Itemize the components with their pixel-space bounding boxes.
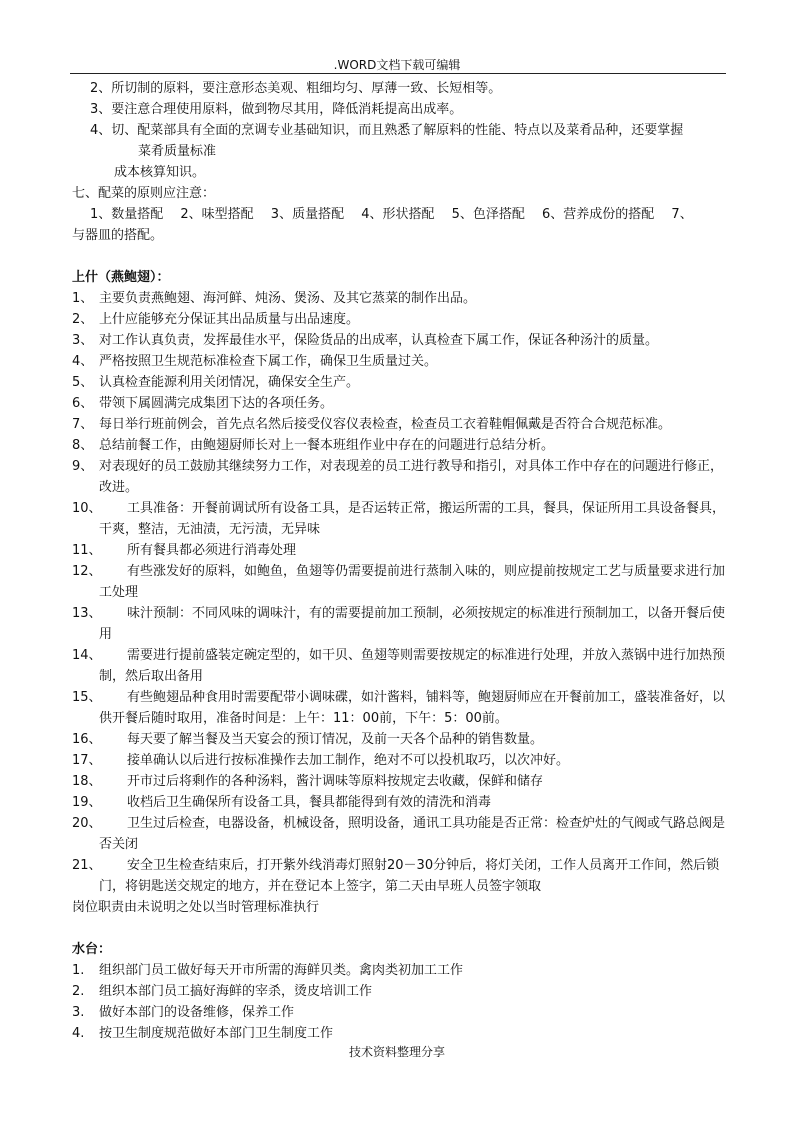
list-item — [72, 456, 726, 498]
list-item-number: 3、 — [72, 333, 94, 348]
list-item — [72, 813, 726, 855]
list-item-text: 严格按照卫生规范标准检查下属工作，确保卫生质量过关。 — [99, 354, 438, 369]
list-item-text: 对表现好的员工鼓励其继续努力工作，对表现差的员工进行教导和指引，对具体工作中存在的问题进行修正，改进。 — [99, 459, 724, 495]
list-item — [72, 1023, 726, 1044]
list-item-text: 认真检查能源利用关闭情况，确保安全生产。 — [99, 375, 360, 390]
header-rule — [70, 73, 726, 74]
list-item-text: 主要负责燕鲍翅、海河鲜、炖汤、煲汤、及其它蒸菜的制作出品。 — [99, 291, 477, 306]
list-item-number: 5、 — [72, 375, 94, 390]
list-item — [72, 351, 726, 372]
list-item-text: 每天要了解当餐及当天宴会的预订情况，及前一天各个品种的销售数量。 — [127, 732, 544, 747]
list-item-text: 总结前餐工作，由鲍翅厨师长对上一餐本班组作业中存在的问题进行总结分析。 — [99, 438, 555, 453]
shuitai-list — [72, 960, 726, 1044]
intro-line-2: 3、要注意合理使用原料，做到物尽其用，降低消耗提高出成率。 — [90, 102, 463, 117]
spacer — [72, 246, 726, 267]
list-item-text: 卫生过后检查，电器设备，机械设备，照明设备，通讯工具功能是否正常：检查炉灶的气阀或气路总阀是否关闭 — [99, 816, 726, 852]
list-item — [72, 645, 726, 687]
list-item-text: 组织本部门员工搞好海鲜的宰杀，烫皮培训工作 — [99, 984, 373, 999]
list-item-number: 4. — [72, 1026, 85, 1041]
list-item-number: 16、 — [72, 732, 102, 747]
list-item-number: 2. — [72, 984, 85, 999]
list-item — [72, 981, 726, 1002]
list-item-text: 每日举行班前例会，首先点名然后接受仪容仪表检查，检查员工衣着鞋帽佩戴是否符合合规范标准。 — [99, 417, 672, 432]
list-item-number: 14、 — [72, 648, 102, 663]
shangshi-title: 上什（燕鲍翅）： — [72, 270, 170, 285]
list-item-number: 11、 — [72, 543, 102, 558]
intro-line-4: 菜肴质量标准 — [138, 144, 217, 159]
list-item — [72, 1002, 726, 1023]
intro-line-1: 2、所切制的原料，要注意形态美观、粗细均匀、厚薄一致、长短相等。 — [90, 81, 502, 96]
list-item — [72, 771, 726, 792]
list-item-text: 味汁预制：不同风味的调味汁，有的需要提前加工预制，必须按规定的标准进行预制加工，以备开餐后使用 — [99, 606, 726, 642]
list-item-text: 对工作认真负责，发挥最佳水平，保险货品的出成率，认真检查下属工作，保证各种汤汁的质量。 — [99, 333, 659, 348]
list-item-number: 12、 — [72, 564, 102, 579]
list-item — [72, 414, 726, 435]
list-item-number: 19、 — [72, 795, 102, 810]
list-item-number: 17、 — [72, 753, 102, 768]
list-item — [72, 309, 726, 330]
list-item-number: 1、 — [72, 291, 94, 306]
list-item — [72, 288, 726, 309]
list-item-text: 上什应能够充分保证其出品质量与出品速度。 — [99, 312, 360, 327]
list-item-number: 3. — [72, 1005, 85, 1020]
document-body — [72, 78, 726, 1044]
intro-line-5: 成本核算知识。 — [114, 165, 206, 180]
list-item-number: 20、 — [72, 816, 102, 831]
list-item-text: 组织部门员工做好每天开市所需的海鲜贝类。禽肉类初加工工作 — [99, 963, 464, 978]
intro-line-3: 4、切、配菜部具有全面的烹调专业基础知识，而且熟悉了解原料的性能、特点以及菜肴品种，还要掌握 — [90, 123, 684, 138]
list-item-number: 7、 — [72, 417, 94, 432]
list-item-text: 按卫生制度规范做好本部门卫生制度工作 — [99, 1026, 334, 1041]
list-item-text: 有些鲍翅品种食用时需要配带小调味碟，如汁酱料，铺料等，鲍翅厨师应在开餐前加工，盛装准备好，以供开餐后随时取用，准备时间是：上午：11：00前，下午：5：00前。 — [99, 690, 726, 726]
section7-line-1: 1、数量搭配 2、味型搭配 3、质量搭配 4、形状搭配 5、色泽搭配 6、营养成份的搭配 7、 — [90, 207, 693, 222]
list-item-number: 21、 — [72, 858, 102, 873]
list-item — [72, 855, 726, 897]
list-item-number: 18、 — [72, 774, 102, 789]
list-item-number: 13、 — [72, 606, 102, 621]
list-item — [72, 687, 726, 729]
list-item-text: 需要进行提前盛装定碗定型的，如干贝、鱼翅等则需要按规定的标准进行处理，并放入蒸锅中进行加热预制，然后取出备用 — [99, 648, 726, 684]
list-item — [72, 729, 726, 750]
list-item-number: 4、 — [72, 354, 94, 369]
shuitai-title: 水台： — [72, 942, 112, 957]
list-item-text: 做好本部门的设备维修，保养工作 — [99, 1005, 295, 1020]
shangshi-list — [72, 288, 726, 897]
list-item — [72, 792, 726, 813]
list-item — [72, 372, 726, 393]
list-item — [72, 435, 726, 456]
list-item — [72, 603, 726, 645]
section7-line-2: 与器皿的搭配。 — [72, 228, 164, 243]
list-item-text: 安全卫生检查结束后，打开紫外线消毒灯照射20－30分钟后，将灯关闭，工作人员离开工作间，然后锁门，将钥匙送交规定的地方，并在登记本上签字，第二天由早班人员签字领取 — [99, 858, 720, 894]
list-item-number: 1. — [72, 963, 85, 978]
list-item-text: 工具准备：开餐前调试所有设备工具，是否运转正常，搬运所需的工具，餐具，保证所用工具设备餐具，干爽，整洁，无油渍，无污渍，无异味 — [99, 501, 726, 537]
list-item-number: 10、 — [72, 501, 102, 516]
list-item — [72, 393, 726, 414]
list-item-text: 收档后卫生确保所有设备工具，餐具都能得到有效的清洗和消毒 — [127, 795, 492, 810]
list-item-text: 接单确认以后进行按标准操作去加工制作，绝对不可以投机取巧，以次冲好。 — [127, 753, 570, 768]
section7-title: 七、配菜的原则应注意： — [72, 186, 216, 201]
list-item — [72, 960, 726, 981]
list-item-number: 8、 — [72, 438, 94, 453]
list-item — [72, 750, 726, 771]
list-item-number: 9、 — [72, 459, 94, 474]
shangshi-closing: 岗位职责由未说明之处以当时管理标准执行 — [72, 900, 320, 915]
page-header: .WORD文档下载可编辑 — [333, 58, 461, 72]
list-item-text: 带领下属圆满完成集团下达的各项任务。 — [99, 396, 334, 411]
list-item-number: 6、 — [72, 396, 94, 411]
page-footer: 技术资料整理分享 — [348, 1045, 445, 1059]
list-item-text: 所有餐具都必须进行消毒处理 — [127, 543, 297, 558]
list-item-text: 开市过后将剩作的各种汤料，酱汁调味等原料按规定去收藏，保鲜和储存 — [127, 774, 544, 789]
list-item — [72, 561, 726, 603]
list-item — [72, 540, 726, 561]
list-item — [72, 498, 726, 540]
list-item-text: 有些涨发好的原料，如鲍鱼，鱼翅等仍需要提前进行蒸制入味的，则应提前按规定工艺与质量要求进行加工处理 — [99, 564, 726, 600]
list-item-number: 15、 — [72, 690, 102, 705]
spacer — [72, 918, 726, 939]
list-item — [72, 330, 726, 351]
list-item-number: 2、 — [72, 312, 94, 327]
